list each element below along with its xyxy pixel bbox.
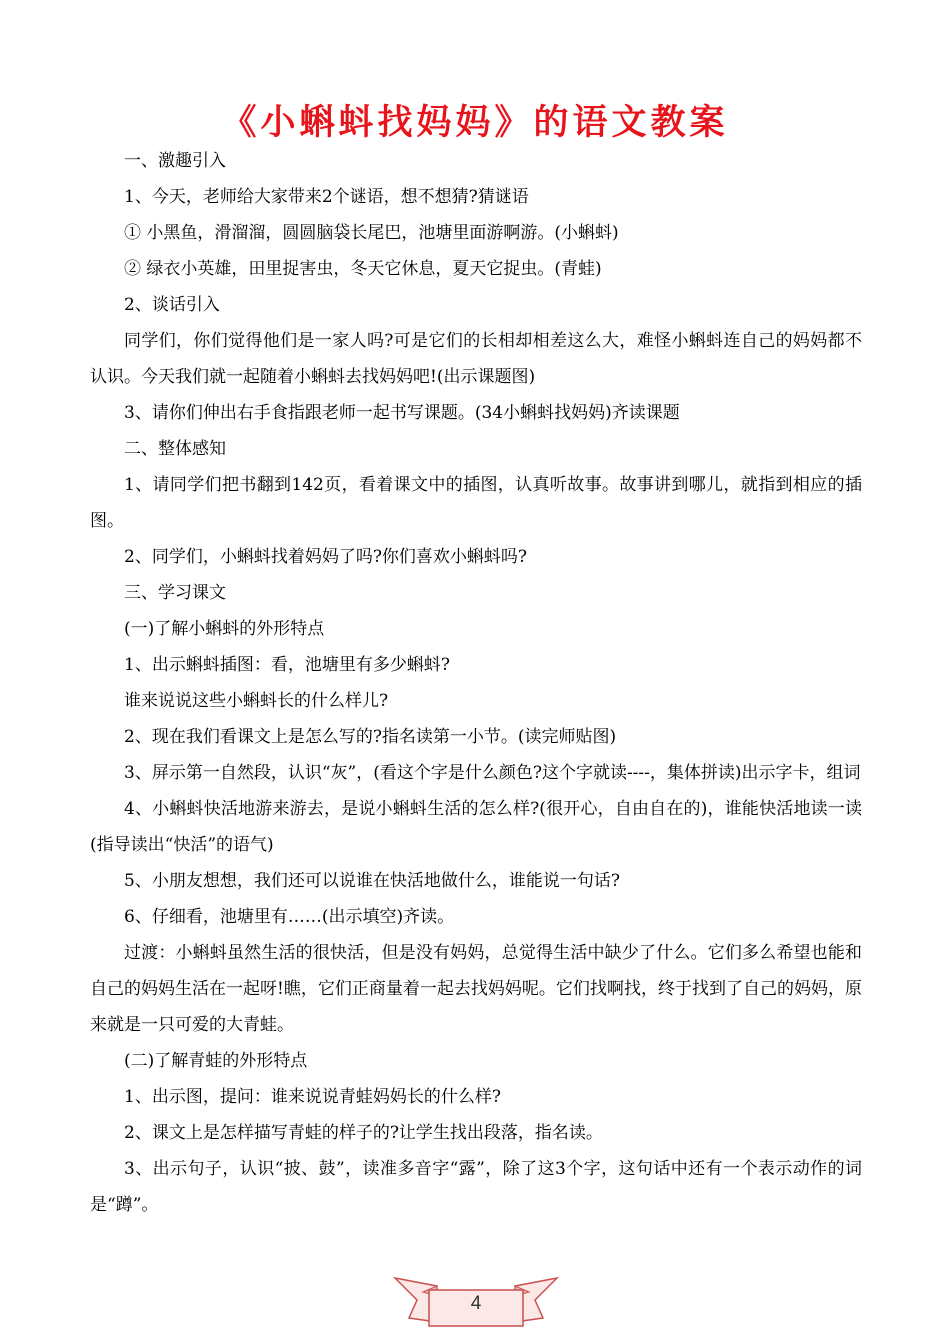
page-number: 4 bbox=[470, 1293, 482, 1314]
paragraph: 2、课文上是怎样描写青蛙的样子的?让学生找出段落，指名读。 bbox=[124, 1123, 603, 1143]
paragraph: 同学们，你们觉得他们是一家人吗?可是它们的长相却相差这么大，难怪小蝌蚪连自己的妈妈都不认识。今天我们就一起随着小蝌蚪去找妈妈吧!(出示课题图) bbox=[90, 331, 862, 387]
paragraph: ② 绿衣小英雄，田里捉害虫，冬天它休息，夏天它捉虫。(青蛙) bbox=[124, 259, 602, 279]
paragraph: 3、请你们伸出右手食指跟老师一起书写课题。(34小蝌蚪找妈妈)齐读课题 bbox=[124, 403, 680, 423]
paragraph: 一、激趣引入 bbox=[124, 151, 226, 171]
paragraph: 5、小朋友想想，我们还可以说谁在快活地做什么，谁能说一句话? bbox=[124, 871, 620, 891]
paragraph: (一)了解小蝌蚪的外形特点 bbox=[124, 619, 325, 639]
paragraph: 过渡：小蝌蚪虽然生活的很快活，但是没有妈妈，总觉得生活中缺少了什么。它们多么希望也能和自己的妈妈生活在一起呀!瞧，它们正商量着一起去找妈妈呢。它们找啊找，终于找到了自己的妈妈，原来就是一只可爱的大青蛙。 bbox=[90, 943, 862, 1035]
paragraph: 1、出示图，提问：谁来说说青蛙妈妈长的什么样? bbox=[124, 1087, 501, 1107]
paragraph: 2、同学们，小蝌蚪找着妈妈了吗?你们喜欢小蝌蚪吗? bbox=[124, 547, 528, 567]
paragraph: 3、屏示第一自然段，认识“灰”，(看这个字是什么颜色?这个字就读----，集体拼读)出示字卡，组词 bbox=[124, 763, 861, 783]
paragraph: 1、请同学们把书翻到142页，看着课文中的插图，认真听故事。故事讲到哪儿，就指到相应的插图。 bbox=[90, 475, 862, 531]
paragraph: 2、现在我们看课文上是怎么写的?指名读第一小节。(读完师贴图) bbox=[124, 727, 617, 747]
paragraph: 1、出示蝌蚪插图：看，池塘里有多少蝌蚪? bbox=[124, 655, 450, 675]
paragraph: ① 小黑鱼，滑溜溜，圆圆脑袋长尾巴，池塘里面游啊游。(小蝌蚪) bbox=[124, 223, 619, 243]
paragraph: 二、整体感知 bbox=[124, 439, 226, 459]
document-body bbox=[90, 143, 862, 1223]
page-number-ribbon bbox=[393, 1272, 559, 1334]
paragraph: 三、学习课文 bbox=[124, 583, 226, 603]
document-title: 《小蝌蚪找妈妈》的语文教案 bbox=[221, 102, 729, 143]
paragraph: 2、谈话引入 bbox=[124, 295, 220, 315]
paragraph: 4、小蝌蚪快活地游来游去，是说小蝌蚪生活的怎么样?(很开心，自由自在的)，谁能快活地读一读(指导读出“快活”的语气) bbox=[90, 799, 862, 855]
paragraph: (二)了解青蛙的外形特点 bbox=[124, 1051, 308, 1071]
paragraph: 6、仔细看，池塘里有……(出示填空)齐读。 bbox=[124, 907, 455, 927]
paragraph: 1、今天，老师给大家带来2个谜语，想不想猜?猜谜语 bbox=[124, 187, 529, 207]
paragraph: 3、出示句子，认识“披、鼓”，读准多音字“露”，除了这3个字，这句话中还有一个表示动作的词是“蹲”。 bbox=[90, 1159, 862, 1215]
paragraph: 谁来说说这些小蝌蚪长的什么样儿? bbox=[124, 691, 389, 711]
